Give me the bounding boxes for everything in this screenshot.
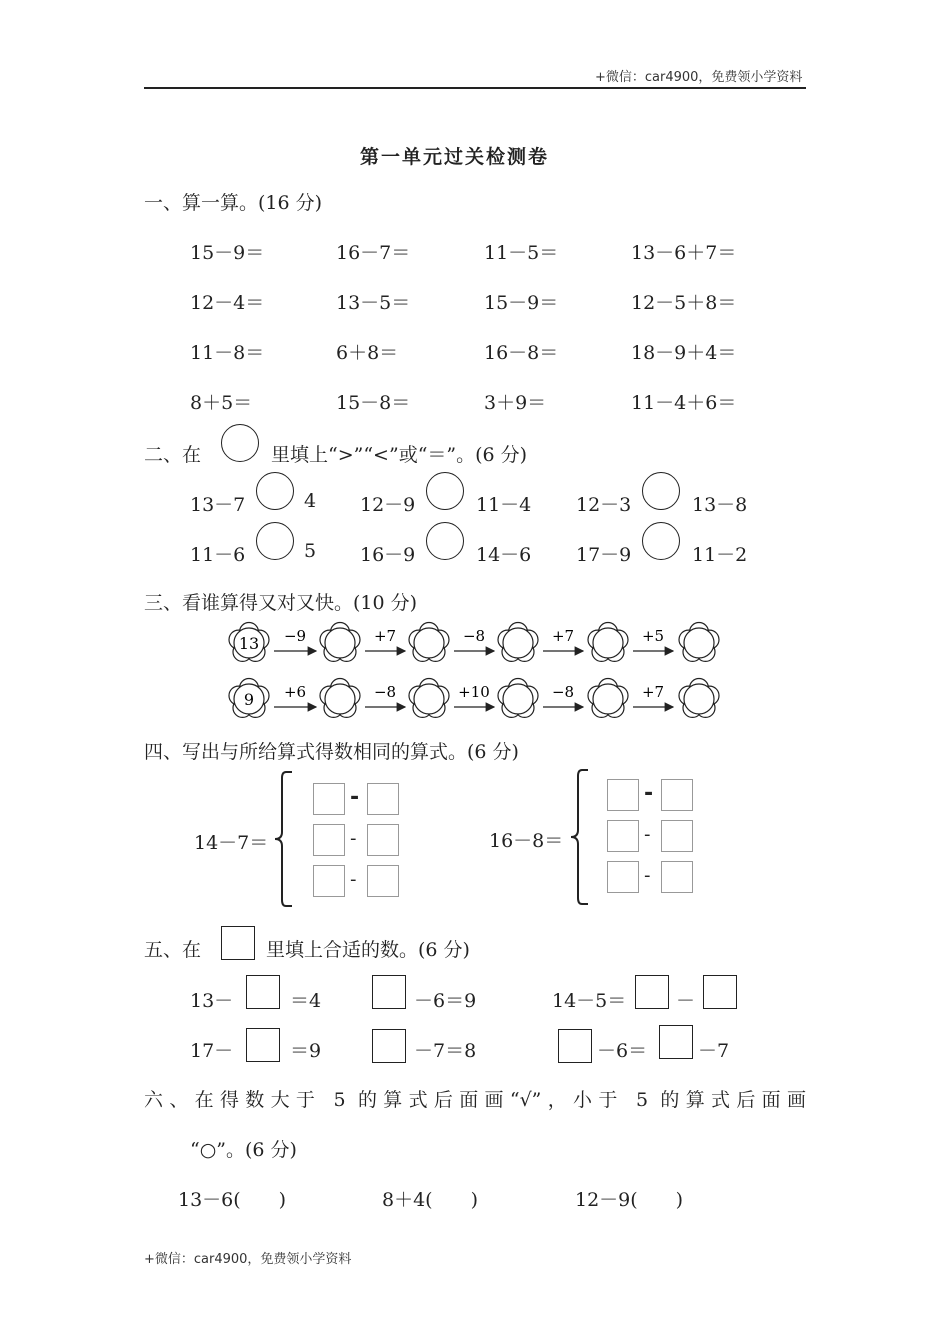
- page-title: 第一单元过关检测卷: [360, 146, 550, 168]
- flower-cell[interactable]: [409, 679, 449, 718]
- answer-circle[interactable]: [642, 522, 680, 560]
- section-5-heading-pre: 五、在: [144, 939, 202, 961]
- answer-box[interactable]: [607, 779, 639, 811]
- brace-icon: [272, 770, 296, 908]
- given-expression: 14－7＝: [194, 832, 269, 854]
- answer-box[interactable]: [246, 975, 280, 1009]
- minus-sign: -: [644, 824, 651, 845]
- section-4-heading: 四、写出与所给算式得数相同的算式。(6 分): [144, 741, 519, 763]
- compare-right: 5: [304, 540, 317, 562]
- flower-cell[interactable]: [498, 679, 538, 718]
- fill-text: ＝9: [290, 1040, 322, 1062]
- answer-box[interactable]: [661, 861, 693, 893]
- compare-left: 17－9: [576, 544, 632, 566]
- section-1-heading: 一、算一算。(16 分): [144, 192, 323, 214]
- answer-box[interactable]: [635, 975, 669, 1009]
- compare-left: 12－9: [360, 494, 416, 516]
- answer-box[interactable]: [367, 783, 399, 815]
- op-label: −9: [283, 627, 307, 645]
- compare-left: 13－7: [190, 494, 246, 516]
- problem: 11－4＋6＝: [631, 392, 737, 414]
- header-note: +微信：car4900，免费领小学资料: [595, 70, 803, 85]
- op-label: +7: [641, 683, 665, 701]
- flower-cell[interactable]: [409, 623, 449, 662]
- minus-sign: -: [644, 865, 651, 886]
- problem: 15－9＝: [190, 242, 265, 264]
- compare-left: 11－6: [190, 544, 246, 566]
- compare-right: 11－2: [692, 544, 748, 566]
- minus-sign: -: [644, 781, 654, 806]
- fill-text: －7＝8: [414, 1040, 477, 1062]
- problem: 6＋8＝: [336, 342, 399, 364]
- answer-circle[interactable]: [256, 522, 294, 560]
- answer-box[interactable]: [659, 1025, 693, 1059]
- answer-box[interactable]: [367, 824, 399, 856]
- sample-circle-icon: [221, 424, 259, 462]
- problem: 13－6＋7＝: [631, 242, 737, 264]
- section-6-heading: 六、在得数大于 5 的算式后面画“√”，小于 5 的算式后面画: [144, 1089, 806, 1111]
- problem: 15－9＝: [484, 292, 559, 314]
- answer-box[interactable]: [607, 820, 639, 852]
- answer-box[interactable]: [372, 975, 406, 1009]
- fill-text: －6＝: [597, 1040, 648, 1062]
- section-2-heading-pre: 二、在: [144, 444, 202, 466]
- minus-sign: -: [350, 828, 357, 849]
- answer-box[interactable]: [246, 1028, 280, 1062]
- flower-cell[interactable]: [679, 623, 719, 662]
- chain-start: 13: [238, 634, 260, 653]
- flower-cell[interactable]: [320, 623, 360, 662]
- problem: 11－5＝: [484, 242, 559, 264]
- compare-right: 13－8: [692, 494, 748, 516]
- op-label: +10: [458, 683, 490, 701]
- compare-right: 4: [304, 490, 317, 512]
- answer-circle[interactable]: [426, 522, 464, 560]
- compare-right: 11－4: [476, 494, 532, 516]
- sample-square-icon: [221, 926, 255, 960]
- section-6-heading-cont: “○”。(6 分): [190, 1139, 297, 1161]
- minus-sign: -: [350, 785, 360, 810]
- section-2-heading-post: 里填上“>”“<”或“＝”。(6 分): [271, 444, 528, 466]
- problem: 18－9＋4＝: [631, 342, 737, 364]
- problem: 15－8＝: [336, 392, 411, 414]
- brace-icon: [568, 768, 592, 906]
- fill-text: －7: [698, 1040, 730, 1062]
- fill-text: ＝4: [290, 990, 322, 1012]
- flower-chains: [220, 616, 730, 724]
- op-label: +7: [373, 627, 397, 645]
- compare-right: 14－6: [476, 544, 532, 566]
- answer-box[interactable]: [313, 824, 345, 856]
- answer-box[interactable]: [558, 1029, 592, 1063]
- op-label: +7: [551, 627, 575, 645]
- answer-circle[interactable]: [642, 472, 680, 510]
- flower-cell[interactable]: [320, 679, 360, 718]
- compare-left: 12－3: [576, 494, 632, 516]
- minus-sign: -: [350, 869, 357, 890]
- answer-circle[interactable]: [426, 472, 464, 510]
- fill-text: 17－: [190, 1040, 234, 1062]
- problem: 3＋9＝: [484, 392, 547, 414]
- section-5-heading-post: 里填上合适的数。(6 分): [266, 939, 470, 961]
- flower-cell[interactable]: [588, 679, 628, 718]
- answer-box[interactable]: [313, 783, 345, 815]
- fill-text: －: [676, 990, 696, 1012]
- flower-cell[interactable]: [588, 623, 628, 662]
- answer-box[interactable]: [607, 861, 639, 893]
- fill-text: 14－5＝: [552, 990, 627, 1012]
- op-label: +6: [283, 683, 307, 701]
- compare-left: 16－9: [360, 544, 416, 566]
- answer-box[interactable]: [367, 865, 399, 897]
- judge-item[interactable]: 8＋4( ): [382, 1189, 479, 1211]
- op-label: −8: [551, 683, 575, 701]
- judge-item[interactable]: 13－6( ): [178, 1189, 287, 1211]
- problem: 16－8＝: [484, 342, 559, 364]
- answer-box[interactable]: [661, 779, 693, 811]
- flower-cell[interactable]: [679, 679, 719, 718]
- chain-start: 9: [243, 690, 255, 709]
- answer-box[interactable]: [372, 1029, 406, 1063]
- fill-text: 13－: [190, 990, 234, 1012]
- problem: 11－8＝: [190, 342, 265, 364]
- flower-cell[interactable]: [498, 623, 538, 662]
- op-label: −8: [373, 683, 397, 701]
- answer-box[interactable]: [661, 820, 693, 852]
- given-expression: 16－8＝: [489, 830, 564, 852]
- op-label: +5: [641, 627, 665, 645]
- header-rule: [144, 87, 806, 89]
- problem: 16－7＝: [336, 242, 411, 264]
- section-3-heading: 三、看谁算得又对又快。(10 分): [144, 592, 418, 614]
- answer-box[interactable]: [703, 975, 737, 1009]
- problem: 12－5＋8＝: [631, 292, 737, 314]
- answer-circle[interactable]: [256, 472, 294, 510]
- answer-box[interactable]: [313, 865, 345, 897]
- problem: 12－4＝: [190, 292, 265, 314]
- judge-item[interactable]: 12－9( ): [575, 1189, 684, 1211]
- problem: 13－5＝: [336, 292, 411, 314]
- fill-text: －6＝9: [414, 990, 477, 1012]
- problem: 8＋5＝: [190, 392, 253, 414]
- op-label: −8: [462, 627, 486, 645]
- footer-note: +微信：car4900，免费领小学资料: [144, 1252, 352, 1267]
